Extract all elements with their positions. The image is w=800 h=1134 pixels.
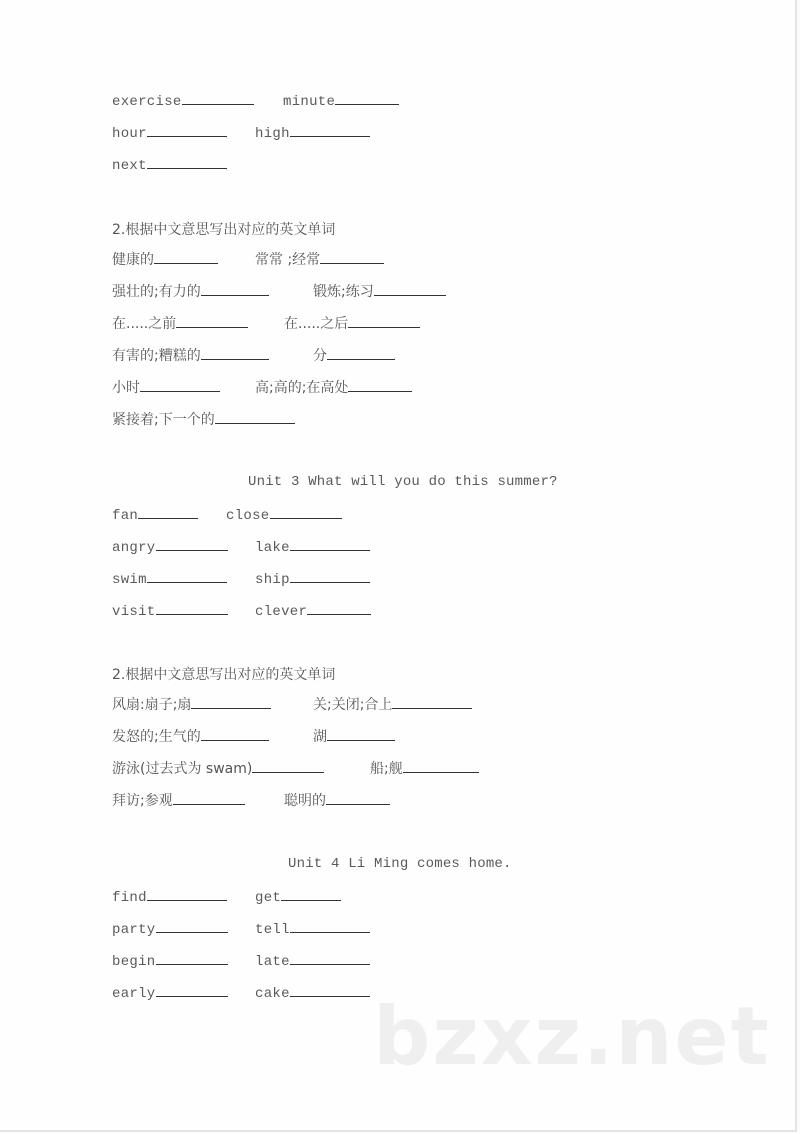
word-label: 高;高的;在高处 (255, 380, 349, 396)
word-label: 紧接着;下一个的 (112, 412, 215, 428)
vocab-item (112, 696, 271, 714)
vocab-item (112, 156, 227, 175)
answer-blank[interactable] (348, 379, 412, 392)
word-label: 在.....之前 (112, 316, 177, 332)
word-label: early (112, 986, 156, 1002)
vocab-item (112, 952, 228, 971)
word-label: exercise (112, 94, 182, 110)
section-heading: 2.根据中文意思写出对应的英文单词 (112, 222, 336, 238)
answer-blank[interactable] (201, 283, 269, 296)
vocab-item (112, 347, 269, 365)
word-label: tell (255, 922, 290, 938)
vocab-row (0, 156, 700, 176)
word-label: 有害的;糟糕的 (112, 348, 201, 364)
answer-blank[interactable] (215, 411, 295, 424)
word-label: minute (283, 94, 336, 110)
vocab-item (284, 315, 420, 333)
answer-blank[interactable] (290, 538, 370, 551)
vocab-item (255, 570, 370, 589)
vocab-item (112, 920, 228, 939)
answer-blank[interactable] (147, 888, 227, 901)
answer-blank[interactable] (140, 379, 220, 392)
answer-blank[interactable] (176, 315, 248, 328)
vocab-row (0, 952, 700, 972)
vocab-item (255, 538, 370, 557)
vocab-item (112, 728, 269, 746)
word-label: 关;关闭;合上 (313, 697, 393, 713)
vocab-item (112, 984, 228, 1003)
word-label: 拜访;参观 (112, 793, 173, 809)
word-label: find (112, 890, 147, 906)
word-label: 发怒的;生气的 (112, 729, 201, 745)
vocab-item (313, 347, 395, 365)
vocab-item (255, 251, 384, 269)
vocab-item (313, 728, 395, 746)
answer-blank[interactable] (138, 506, 198, 519)
vocab-item (112, 888, 227, 907)
vocab-row (0, 347, 700, 367)
vocab-row (0, 792, 700, 812)
word-label: angry (112, 540, 156, 556)
answer-blank[interactable] (154, 251, 218, 264)
word-label: fan (112, 508, 139, 524)
vocab-item (112, 506, 198, 525)
vocab-item (112, 379, 220, 397)
vocab-item (255, 379, 412, 397)
answer-blank[interactable] (156, 952, 228, 965)
vocab-row (0, 570, 700, 590)
word-label: 在.....之后 (284, 316, 349, 332)
vocab-row (0, 315, 700, 335)
answer-blank[interactable] (290, 124, 370, 137)
vocab-item (112, 760, 324, 778)
answer-blank[interactable] (156, 602, 228, 615)
vocab-row (0, 728, 700, 748)
answer-blank[interactable] (290, 570, 370, 583)
vocab-row (0, 124, 700, 144)
vocab-item (112, 570, 227, 589)
answer-blank[interactable] (327, 347, 395, 360)
answer-blank[interactable] (156, 984, 228, 997)
vocab-item (255, 602, 371, 621)
answer-blank[interactable] (191, 696, 271, 709)
word-label: high (255, 126, 290, 142)
vocab-row (0, 920, 700, 940)
answer-blank[interactable] (290, 984, 370, 997)
answer-blank[interactable] (335, 92, 399, 105)
vocab-row (0, 283, 700, 303)
vocab-item (313, 283, 446, 301)
vocab-item (112, 792, 245, 810)
word-label: party (112, 922, 156, 938)
answer-blank[interactable] (281, 888, 341, 901)
word-label: lake (255, 540, 290, 556)
word-label: 锻炼;练习 (313, 284, 374, 300)
vocab-item (112, 602, 228, 621)
vocab-row (0, 251, 700, 271)
word-label: 强壮的;有力的 (112, 284, 201, 300)
vocab-row (0, 411, 700, 431)
word-label: get (255, 890, 282, 906)
vocab-item (255, 888, 341, 907)
watermark: bzxz.net (373, 990, 771, 1083)
word-label: close (226, 508, 270, 524)
word-label: late (255, 954, 290, 970)
answer-blank[interactable] (374, 283, 446, 296)
word-label: 常常 ;经常 (255, 252, 321, 268)
answer-blank[interactable] (270, 506, 342, 519)
word-label: cake (255, 986, 290, 1002)
word-label: ship (255, 572, 290, 588)
answer-blank[interactable] (147, 124, 227, 137)
answer-blank[interactable] (403, 760, 479, 773)
vocab-item (112, 283, 269, 301)
answer-blank[interactable] (392, 696, 472, 709)
vocab-item (283, 92, 399, 111)
vocab-row (0, 696, 700, 716)
vocab-item (370, 760, 479, 778)
vocab-item (112, 251, 218, 269)
section-heading: 2.根据中文意思写出对应的英文单词 (112, 667, 336, 683)
answer-blank[interactable] (201, 347, 269, 360)
vocab-item (226, 506, 342, 525)
answer-blank[interactable] (307, 602, 371, 615)
word-label: swim (112, 572, 147, 588)
word-label: 湖 (313, 729, 327, 745)
answer-blank[interactable] (252, 760, 324, 773)
vocab-row (0, 538, 700, 558)
answer-blank[interactable] (327, 728, 395, 741)
vocab-row (0, 92, 700, 112)
vocab-item (255, 952, 370, 971)
answer-blank[interactable] (156, 538, 228, 551)
word-label: visit (112, 604, 156, 620)
answer-blank[interactable] (320, 251, 384, 264)
vocab-item (313, 696, 472, 714)
answer-blank[interactable] (290, 920, 370, 933)
answer-blank[interactable] (173, 792, 245, 805)
word-label: 船;舰 (370, 761, 403, 777)
word-label: 健康的 (112, 252, 154, 268)
answer-blank[interactable] (147, 156, 227, 169)
word-label: next (112, 158, 147, 174)
answer-blank[interactable] (326, 792, 390, 805)
answer-blank[interactable] (182, 92, 254, 105)
answer-blank[interactable] (156, 920, 228, 933)
word-label: begin (112, 954, 156, 970)
vocab-item (112, 538, 228, 557)
word-label: 游泳(过去式为 swam) (112, 761, 253, 777)
vocab-row (0, 602, 700, 622)
vocab-row (0, 506, 700, 526)
vocab-item (112, 315, 248, 333)
vocab-row (0, 379, 700, 399)
vocab-item (112, 411, 295, 429)
vocab-item (255, 124, 370, 143)
word-label: 聪明的 (284, 793, 326, 809)
answer-blank[interactable] (348, 315, 420, 328)
answer-blank[interactable] (201, 728, 269, 741)
vocab-item (112, 92, 254, 111)
vocab-row (0, 760, 700, 780)
word-label: 分 (313, 348, 327, 364)
answer-blank[interactable] (147, 570, 227, 583)
vocab-item (255, 984, 370, 1003)
vocab-item (255, 920, 370, 939)
unit-title: Unit 3 What will you do this summer? (248, 474, 558, 490)
vocab-item (112, 124, 227, 143)
answer-blank[interactable] (290, 952, 370, 965)
word-label: hour (112, 126, 147, 142)
vocab-row (0, 888, 700, 908)
word-label: 风扇:扇子;扇 (112, 697, 192, 713)
vocab-item (284, 792, 390, 810)
word-label: clever (255, 604, 308, 620)
unit-title: Unit 4 Li Ming comes home. (288, 856, 512, 872)
word-label: 小时 (112, 380, 140, 396)
